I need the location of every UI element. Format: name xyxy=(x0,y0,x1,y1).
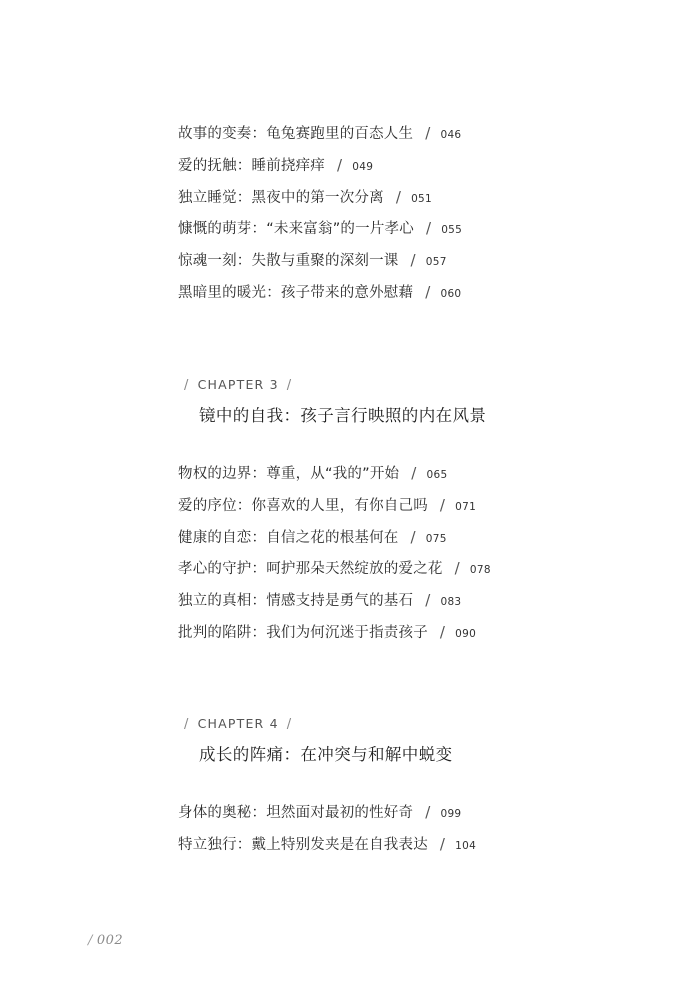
toc-entry[interactable] xyxy=(178,277,462,309)
chapter-number: CHAPTER 4 xyxy=(197,716,279,731)
toc-entry-page: 057 xyxy=(425,256,447,269)
toc-list-continued xyxy=(178,118,462,309)
separator: / xyxy=(425,591,431,610)
toc-list-chapter-4 xyxy=(178,797,476,861)
toc-entry[interactable] xyxy=(178,182,462,214)
toc-entry-title: 爱的抚触：睡前挠痒痒 xyxy=(178,157,325,174)
page-number xyxy=(88,933,123,948)
toc-entry[interactable] xyxy=(178,553,491,585)
toc-entry-title: 孝心的守护：呵护那朵天然绽放的爱之花 xyxy=(178,561,443,578)
toc-entry-title: 健康的自恋：自信之花的根基何在 xyxy=(178,529,399,546)
chapter-title[interactable]: 镜中的自我：孩子言行映照的内在风景 xyxy=(199,406,487,425)
slash-decoration: / xyxy=(286,717,293,732)
slash-decoration: / xyxy=(184,378,190,393)
separator: / xyxy=(439,622,446,641)
toc-entry-page: 090 xyxy=(455,627,477,640)
toc-entry[interactable] xyxy=(178,617,491,649)
separator: / xyxy=(410,527,416,546)
separator: / xyxy=(411,464,417,482)
toc-entry-page: 065 xyxy=(426,469,448,481)
toc-entry-page: 049 xyxy=(352,160,374,173)
toc-entry-page: 046 xyxy=(440,129,462,141)
toc-entry-title: 黑暗里的暖光：孩子带来的意外慰藉 xyxy=(178,284,414,301)
page-number-value: 002 xyxy=(96,933,124,948)
toc-entry[interactable] xyxy=(178,213,462,245)
toc-entry-title: 身体的奥秘：坦然面对最初的性好奇 xyxy=(178,805,414,821)
toc-entry-page: 099 xyxy=(440,808,462,820)
chapter-title[interactable]: 成长的阵痛：在冲突与和解中蜕变 xyxy=(199,745,453,764)
slash-decoration: / xyxy=(184,717,190,732)
toc-entry-title: 物权的边界：尊重，从“我的”开始 xyxy=(178,466,400,482)
toc-entry-title: 故事的变奏：龟兔赛跑里的百态人生 xyxy=(178,126,414,142)
slash-decoration: / xyxy=(286,378,293,393)
toc-entry-page: 104 xyxy=(455,839,477,852)
toc-entry[interactable] xyxy=(178,522,491,554)
toc-list-chapter-3 xyxy=(178,458,491,649)
toc-entry[interactable] xyxy=(178,458,491,490)
toc-entry-title: 特立独行：戴上特别发夹是在自我表达 xyxy=(178,836,428,853)
toc-entry-title: 惊魂一刻：失散与重聚的深刻一课 xyxy=(178,253,399,270)
toc-entry[interactable] xyxy=(178,245,462,277)
chapter-label xyxy=(184,716,292,732)
toc-entry-page: 060 xyxy=(440,287,462,300)
toc-entry-page: 051 xyxy=(411,192,433,205)
toc-entry[interactable] xyxy=(178,490,491,522)
separator: / xyxy=(439,495,446,514)
separator: / xyxy=(454,559,460,578)
separator: / xyxy=(395,187,402,206)
toc-entry-page: 071 xyxy=(455,500,477,513)
toc-entry[interactable] xyxy=(178,118,462,150)
toc-entry-title: 独立睡觉：黑夜中的第一次分离 xyxy=(178,189,384,206)
separator: / xyxy=(410,251,416,270)
separator: / xyxy=(425,282,431,301)
separator: / xyxy=(337,155,343,174)
separator: / xyxy=(425,219,432,238)
toc-entry-page: 055 xyxy=(441,224,463,237)
toc-entry-title: 批判的陷阱：我们为何沉迷于指责孩子 xyxy=(178,624,428,641)
toc-entry[interactable] xyxy=(178,797,476,829)
toc-entry[interactable] xyxy=(178,829,476,861)
toc-entry-title: 慷慨的萌芽：“未来富翁”的一片孝心 xyxy=(178,221,414,238)
toc-entry-title: 爱的序位：你喜欢的人里，有你自己吗 xyxy=(178,497,428,514)
toc-entry[interactable] xyxy=(178,585,491,617)
separator: / xyxy=(425,124,431,142)
toc-entry-page: 075 xyxy=(425,532,447,545)
toc-entry[interactable] xyxy=(178,150,462,182)
separator: / xyxy=(425,803,431,821)
toc-entry-page: 078 xyxy=(469,564,491,577)
separator: / xyxy=(439,834,446,853)
chapter-number: CHAPTER 3 xyxy=(197,377,279,392)
toc-entry-title: 独立的真相：情感支持是勇气的基石 xyxy=(178,593,414,610)
chapter-label xyxy=(184,377,292,393)
slash-decoration: / xyxy=(88,933,93,948)
toc-entry-page: 083 xyxy=(440,596,462,609)
